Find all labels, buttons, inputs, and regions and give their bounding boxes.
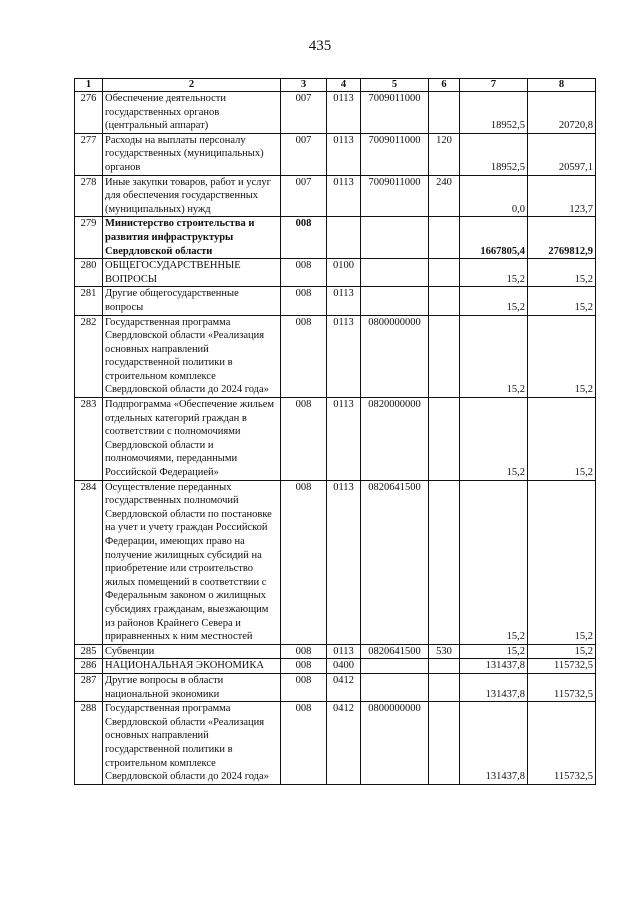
row-name: Иные закупки товаров, работ и услуг для обеспечения государственных (муниципальных) нужд (103, 175, 281, 217)
row-amount-year1: 15,2 (460, 398, 528, 481)
row-code-section: 0400 (327, 659, 361, 674)
row-code-type (429, 398, 460, 481)
page-number: 435 (308, 38, 332, 54)
row-code-type (429, 259, 460, 287)
row-amount-year2: 115732,5 (528, 673, 596, 701)
table-row (75, 287, 596, 315)
row-code-section: 0113 (327, 480, 361, 644)
row-amount-year2: 123,7 (528, 175, 596, 217)
table-row (75, 133, 596, 175)
header-col-1: 1 (75, 79, 103, 92)
row-code-target: 7009011000 (361, 175, 429, 217)
row-name: Министерство строительства и развития инфраструктуры Свердловской области (103, 217, 281, 259)
row-amount-year2: 20720,8 (528, 92, 596, 134)
row-code-admin: 008 (281, 315, 327, 398)
row-name: Осуществление переданных государственных полномочий Свердловской области по постановке на учет и учету граждан Российской Федерации, имеющих право на получение жилищных субсидий на приобретение или строительство жилых помещений в соответствии с Федеральным законом о жилищных субсидиях гражданам, выезжающим из районов Крайнего Севера и приравненных к ним местностей (103, 480, 281, 644)
row-code-type: 120 (429, 133, 460, 175)
row-code-section: 0113 (327, 287, 361, 315)
row-amount-year1: 15,2 (460, 644, 528, 659)
row-name: Другие общегосударственные вопросы (103, 287, 281, 315)
row-name: Государственная программа Свердловской области «Реализация основных направлений государственной политики в строительном комплексе Свердловской области до 2024 года» (103, 315, 281, 398)
row-code-section (327, 217, 361, 259)
row-amount-year1: 18952,5 (460, 92, 528, 134)
row-name: НАЦИОНАЛЬНАЯ ЭКОНОМИКА (103, 659, 281, 674)
table-row (75, 398, 596, 481)
table-row (75, 480, 596, 644)
row-number: 276 (75, 92, 103, 134)
row-code-section: 0113 (327, 398, 361, 481)
row-code-type (429, 480, 460, 644)
row-code-type (429, 702, 460, 785)
row-amount-year1: 15,2 (460, 480, 528, 644)
row-code-target: 7009011000 (361, 92, 429, 134)
table-row (75, 92, 596, 134)
row-name: Государственная программа Свердловской области «Реализация основных направлений государственной политики в строительном комплексе Свердловской области до 2024 года» (103, 702, 281, 785)
row-code-admin: 008 (281, 659, 327, 674)
table-row (75, 702, 596, 785)
row-code-section: 0412 (327, 702, 361, 785)
row-number: 278 (75, 175, 103, 217)
row-number: 288 (75, 702, 103, 785)
row-code-section: 0113 (327, 644, 361, 659)
table-row (75, 659, 596, 674)
table-row (75, 644, 596, 659)
row-code-section: 0113 (327, 175, 361, 217)
table-row (75, 315, 596, 398)
row-number: 283 (75, 398, 103, 481)
row-number: 282 (75, 315, 103, 398)
row-code-target (361, 659, 429, 674)
row-code-target: 7009011000 (361, 133, 429, 175)
row-code-admin: 007 (281, 133, 327, 175)
budget-table (74, 78, 596, 785)
row-code-admin: 008 (281, 673, 327, 701)
row-amount-year2: 15,2 (528, 259, 596, 287)
row-amount-year2: 115732,5 (528, 702, 596, 785)
table-row (75, 259, 596, 287)
row-amount-year2: 15,2 (528, 480, 596, 644)
table-row (75, 673, 596, 701)
row-name: ОБЩЕГОСУДАРСТВЕННЫЕ ВОПРОСЫ (103, 259, 281, 287)
table-row (75, 217, 596, 259)
row-amount-year2: 15,2 (528, 315, 596, 398)
row-code-type (429, 315, 460, 398)
row-code-type (429, 92, 460, 134)
row-code-admin: 008 (281, 702, 327, 785)
row-number: 286 (75, 659, 103, 674)
row-code-admin: 007 (281, 175, 327, 217)
row-code-section: 0113 (327, 133, 361, 175)
row-code-target (361, 673, 429, 701)
row-amount-year1: 131437,8 (460, 673, 528, 701)
row-number: 280 (75, 259, 103, 287)
row-amount-year1: 15,2 (460, 259, 528, 287)
row-code-admin: 008 (281, 398, 327, 481)
row-code-target (361, 217, 429, 259)
header-col-4: 4 (327, 79, 361, 92)
header-col-8: 8 (528, 79, 596, 92)
row-code-section: 0113 (327, 315, 361, 398)
row-code-admin: 008 (281, 217, 327, 259)
header-col-3: 3 (281, 79, 327, 92)
row-code-admin: 007 (281, 92, 327, 134)
row-name: Расходы на выплаты персоналу государственных (муниципальных) органов (103, 133, 281, 175)
row-code-type (429, 287, 460, 315)
row-number: 279 (75, 217, 103, 259)
row-amount-year2: 15,2 (528, 398, 596, 481)
header-col-6: 6 (429, 79, 460, 92)
row-amount-year2: 15,2 (528, 287, 596, 315)
row-code-admin: 008 (281, 644, 327, 659)
row-code-target (361, 259, 429, 287)
row-amount-year1: 15,2 (460, 315, 528, 398)
row-amount-year2: 20597,1 (528, 133, 596, 175)
row-amount-year1: 131437,8 (460, 659, 528, 674)
row-number: 277 (75, 133, 103, 175)
row-amount-year1: 0,0 (460, 175, 528, 217)
row-code-type: 530 (429, 644, 460, 659)
row-code-type: 240 (429, 175, 460, 217)
row-code-type (429, 673, 460, 701)
row-name: Обеспечение деятельности государственных органов (центральный аппарат) (103, 92, 281, 134)
row-code-target (361, 287, 429, 315)
row-code-target: 0800000000 (361, 315, 429, 398)
row-amount-year2: 2769812,9 (528, 217, 596, 259)
row-number: 281 (75, 287, 103, 315)
header-row (75, 79, 596, 92)
row-code-admin: 008 (281, 480, 327, 644)
row-name: Субвенции (103, 644, 281, 659)
row-number: 287 (75, 673, 103, 701)
row-code-type (429, 659, 460, 674)
row-code-section: 0100 (327, 259, 361, 287)
row-number: 284 (75, 480, 103, 644)
row-code-admin: 008 (281, 259, 327, 287)
row-number: 285 (75, 644, 103, 659)
row-code-target: 0820641500 (361, 644, 429, 659)
row-amount-year1: 18952,5 (460, 133, 528, 175)
row-amount-year2: 115732,5 (528, 659, 596, 674)
row-code-target: 0800000000 (361, 702, 429, 785)
row-amount-year1: 1667805,4 (460, 217, 528, 259)
row-amount-year1: 131437,8 (460, 702, 528, 785)
row-code-section: 0113 (327, 92, 361, 134)
row-amount-year1: 15,2 (460, 287, 528, 315)
row-code-section: 0412 (327, 673, 361, 701)
table-row (75, 175, 596, 217)
header-col-2: 2 (103, 79, 281, 92)
row-code-target: 0820000000 (361, 398, 429, 481)
row-code-target: 0820641500 (361, 480, 429, 644)
header-col-7: 7 (460, 79, 528, 92)
header-col-5: 5 (361, 79, 429, 92)
row-name: Подпрограмма «Обеспечение жильем отдельных категорий граждан в соответствии с полномочиями Свердловской области и полномочиями, переданными Российской Федерацией» (103, 398, 281, 481)
row-code-type (429, 217, 460, 259)
row-name: Другие вопросы в области национальной экономики (103, 673, 281, 701)
row-amount-year2: 15,2 (528, 644, 596, 659)
row-code-admin: 008 (281, 287, 327, 315)
